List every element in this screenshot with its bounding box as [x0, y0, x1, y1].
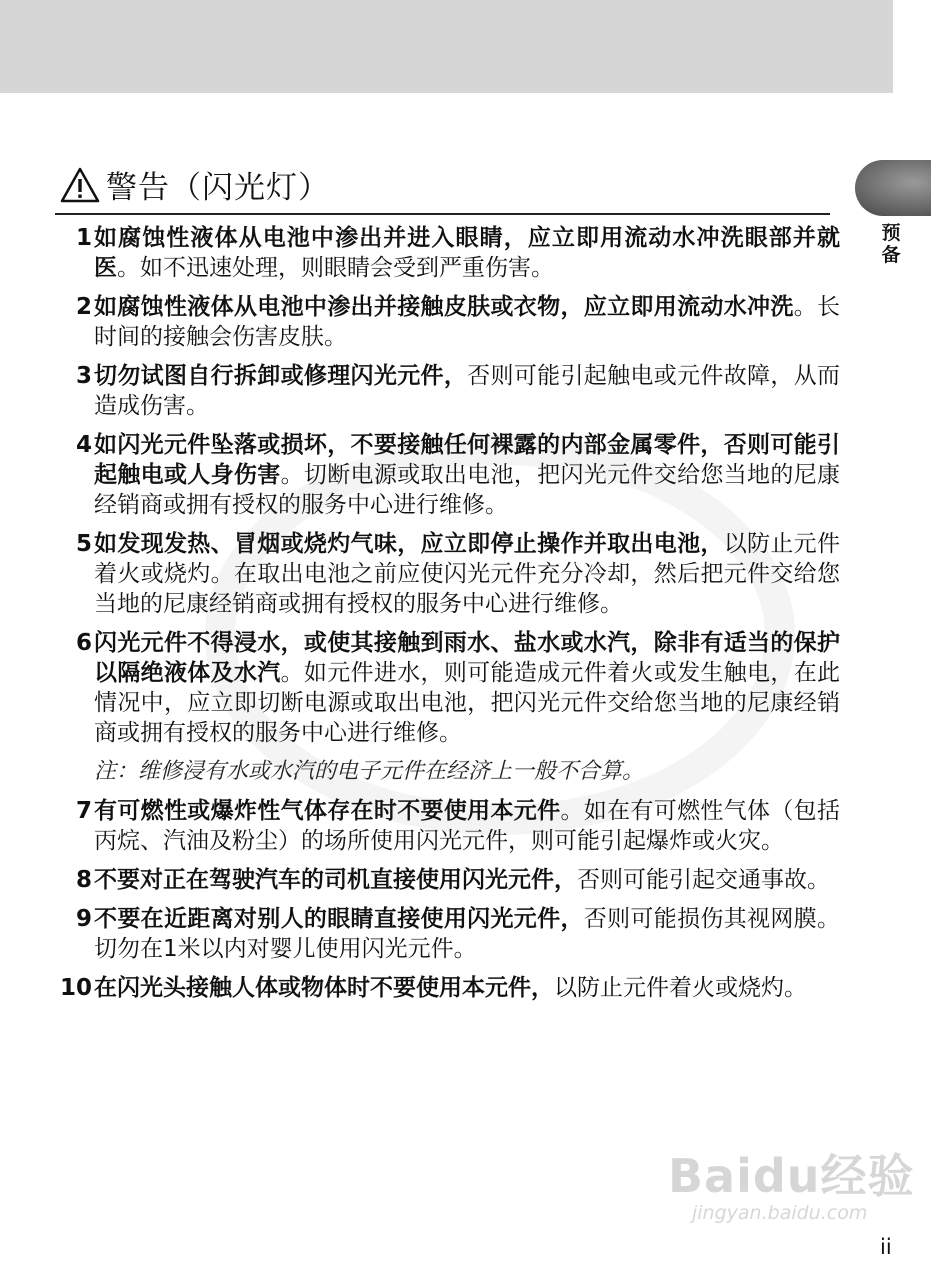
item-text: 以防止元件着火或烧灼。在取出电池之前应使闪光元件充分冷却，然后把元件交给您当地的尼康经销商或拥有授权的服务中心进行维修。 [94, 531, 841, 617]
page-number: ii [880, 1235, 892, 1259]
item-text: 。切断电源或取出电池，把闪光元件交给您当地的尼康经销商或拥有授权的服务中心进行维修。 [94, 462, 841, 518]
section-tab [855, 160, 931, 216]
item-number: 8 [75, 867, 92, 893]
item-bold-text: 如闪光元件坠落或损坏，不要接触任何裸露的内部金属零件，否则可能引起触电或人身伤害 [94, 432, 840, 488]
item-number: 4 [75, 432, 92, 458]
item-bold-text: 不要对正在驾驶汽车的司机直接使用闪光元件， [94, 867, 577, 893]
item-text: 否则可能引起交通事故。 [577, 867, 830, 893]
item-text: 。如在有可燃性气体（包括丙烷、汽油及粉尘）的场所使用闪光元件，则可能引起爆炸或火灾。 [94, 798, 841, 854]
item-bold-text: 不要在近距离对别人的眼睛直接使用闪光元件， [94, 906, 584, 932]
item-bold-text: 切勿试图自行拆卸或修理闪光元件， [94, 363, 468, 389]
item-bold-text: 闪光元件不得浸水，或使其接触到雨水、盐水或水汽，除非有适当的保护以隔绝液体及水汽 [94, 630, 840, 686]
warning-item-2 [60, 292, 840, 352]
heading-rule [55, 213, 830, 215]
item-text: 。长时间的接触会伤害皮肤。 [94, 294, 841, 350]
warning-item-7 [60, 796, 840, 856]
item-number: 3 [75, 363, 92, 389]
item-bold-text: 如发现发热、冒烟或烧灼气味，应立即停止操作并取出电池， [94, 531, 724, 557]
item-text: 以防止元件着火或烧灼。 [554, 975, 807, 1001]
item-number: 2 [75, 294, 92, 320]
item-text: 否则可能引起触电或元件故障，从而造成伤害。 [94, 363, 841, 419]
item-note: 注：维修浸有水或水汽的电子元件在经济上一般不合算。 [94, 759, 645, 784]
item-number: 10 [60, 975, 93, 1001]
item-bold-text: 在闪光头接触人体或物体时不要使用本元件， [94, 975, 554, 1001]
watermark-url: jingyan.baidu.com [692, 1202, 868, 1224]
header-band [0, 0, 893, 93]
warning-item-10 [60, 973, 840, 1003]
item-text: 。如元件进水，则可能造成元件着火或发生触电，在此情况中，应立即切断电源或取出电池，把闪光元件交给您当地的尼康经销商或拥有授权的服务中心进行维修。 [94, 660, 841, 746]
warning-list [60, 223, 840, 1012]
item-bold-text: 有可燃性或爆炸性气体存在时不要使用本元件 [94, 798, 561, 824]
item-number: 5 [75, 531, 92, 557]
page-heading [60, 162, 330, 207]
warning-icon [60, 167, 100, 203]
heading-text: 警告（闪光灯） [106, 170, 330, 206]
item-bold-text: 如腐蚀性液体从电池中渗出并进入眼睛，应立即用流动水冲洗眼部并就医 [94, 225, 840, 281]
item-number: 1 [75, 225, 92, 251]
baidu-watermark-logo [668, 1140, 915, 1224]
warning-item-3 [60, 361, 840, 421]
warning-item-1 [60, 223, 840, 283]
warning-item-6 [60, 628, 840, 748]
item-number: 9 [75, 906, 92, 932]
warning-item-4 [60, 430, 840, 520]
section-label: 预备 [881, 222, 901, 266]
item-number: 7 [75, 798, 92, 824]
warning-item-9 [60, 904, 840, 964]
item-bold-text: 如腐蚀性液体从电池中渗出并接触皮肤或衣物，应立即用流动水冲洗 [94, 294, 794, 320]
warning-item-8 [60, 865, 840, 895]
item-number: 6 [75, 630, 92, 656]
item-text: 否则可能损伤其视网膜。切勿在1米以内对婴儿使用闪光元件。 [94, 906, 841, 962]
warning-item-5 [60, 529, 840, 619]
watermark-logo-text: Baidu经验 [668, 1149, 915, 1203]
item-text: 。如不迅速处理，则眼睛会受到严重伤害。 [117, 255, 554, 281]
